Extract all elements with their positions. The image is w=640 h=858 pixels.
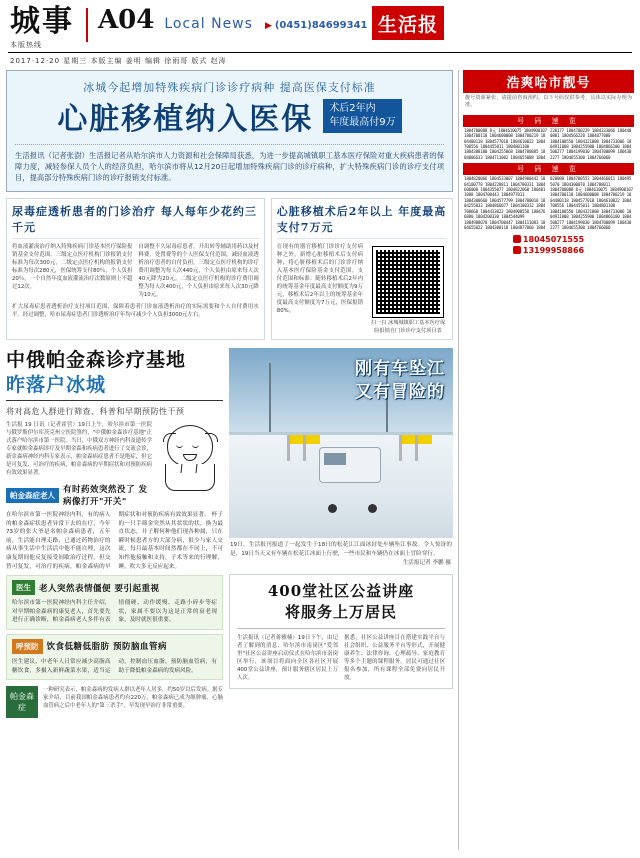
number-group: 1804700088 8元 1804610075 1804900107 1804700118 1804600008 1804700219 1804480118 1804577018 1804610022 1804700556 1804455011 1804801100 — [464, 127, 547, 150]
bottom-story — [229, 574, 453, 689]
number-group: 1804300660 1804577799 1804700010 1804255033 1804866077 1804100332 1804700668 1804433022 1804900550 1804766880 1804200330 1804544099 — [464, 197, 546, 220]
feature-tag: 医生 — [12, 580, 35, 595]
hotline — [265, 20, 368, 31]
number-group: 1804100550 1804321008 1804733006 1804911008 1804255900 1804866100 1804500277 1804199030 1804700099 1804302277 1804655300 1804766060 — [550, 138, 632, 160]
photo-credit: 生活报记者 李鹏 摄 — [402, 560, 451, 566]
photo-caption: 19日，生活报刊报道了一起发生于18日的松花江江面冰封处车辆坠江事故。令人惊讶的是，19日当天又有车辆在松花江冰面上行驶，一些市民和车辆仍在冰面上冒险穿行。 — [230, 542, 452, 557]
feature-rule — [6, 400, 223, 401]
feature-tag-text: 老人突然表情僵便 要引起重视 — [39, 583, 160, 594]
right-column-ads — [458, 70, 634, 850]
sub-story-dialysis — [6, 198, 265, 340]
number-list — [463, 127, 634, 161]
ad-header: 浩爽哈市靓号 — [463, 70, 634, 93]
ad-band-label: 号 码 速 览 — [463, 115, 634, 127]
left-column — [6, 70, 458, 850]
page-body — [0, 70, 640, 850]
bottom-story-columns — [237, 634, 445, 682]
number-list — [463, 175, 634, 231]
masthead-divider — [86, 8, 88, 42]
photo-flag-icon — [287, 435, 290, 461]
feature-tag-row-3 — [12, 639, 217, 654]
feature-prevent-block — [6, 634, 223, 680]
sub-story-row — [6, 198, 453, 340]
phone-line-2[interactable]: 13199958866 — [463, 245, 634, 256]
bottom-story-title-line2: 将服务上万居民 — [284, 603, 397, 621]
publisher-logo: 生活报 — [372, 6, 444, 40]
photo-flag-icon — [399, 435, 402, 461]
photo-story — [229, 348, 453, 718]
number-group: 1804988070 1804700447 1804111083 1804655022 1804300118 1804877060 1804020088 1804700553 1804466011 1804955070 1804300070 1804788011 — [464, 176, 632, 230]
phone-icon — [513, 246, 521, 254]
bottom-story-body: 据悉，社区公益讲座目在搭建实践平台与社会组织、公益服务平台等形式，开展健康养生、法律咨询、心理疏导、家庭教育等多个主题的课程服务。居民可通过社区报名参加，所有课程全部免费向居民开放。 — [344, 635, 445, 681]
photo-overlay-line2: 又有冒险的 — [355, 382, 445, 402]
photo-van-icon — [319, 447, 381, 483]
sub-story-paragraph: 自调整不久尿毒症患者，开出转等辅助用药以及材料费，处置费等的个人医保支付范围，减轻血液透析治疗患者的自付负担，三级定点医疗机构的诊疗费用调整为每人次440元，个人负担由原来每人次40元降为20元。二级定点医疗机构的诊疗费用调整为每人次400元，个人负担由原来每人次30元降为10元。 — [138, 244, 259, 298]
photo-flag-icon — [303, 435, 306, 461]
feature-subtitle: 将对高危人群进行筛查、科普和早期预防性干预 — [6, 407, 185, 416]
feature-footnote: 一种研究表示，帕金森病的发病人群以老年人居多，约50岁以后发病。据专家介绍，目前我国帕金森病患者约有220万，帕金森病已成为继肿瘤、心脑血管病之后中老年人的"第三杀手"，早发现早治疗非常重要。 — [43, 687, 223, 710]
lead-badge-line2: 年度最高付9万 — [329, 117, 396, 128]
bottom-story-lede: 生活报讯（记者蒋雅楠）19日下午，由记者了解到的消息，哈尔滨市南岗区"爱邻里"社区公益讲座启动仪式在哈尔滨市南岗区举行，该项目将面向全区各社区开展400堂公益讲座，预计服务辖区居民上万人次。 — [237, 635, 338, 681]
qr-caption: 扫一扫 冰城城镇职工基本医疗保险报销自门诊诊疗支付项目表 — [370, 320, 446, 334]
feature-body-1 — [6, 511, 223, 571]
page-code: A04 — [98, 5, 155, 35]
section-label: Local News — [164, 16, 253, 32]
feature-article — [6, 348, 223, 718]
masthead-subtitle: 本版热线 — [10, 41, 42, 49]
play-triangle-icon: ▶ — [264, 20, 272, 31]
lead-story — [6, 70, 453, 192]
sub-story-columns — [12, 243, 259, 299]
qr-block — [369, 243, 447, 335]
masthead-title-block — [10, 6, 74, 50]
sub-story-columns — [277, 243, 447, 335]
lead-headline-row — [15, 99, 444, 137]
photo-wheel-icon — [328, 504, 337, 513]
feature-lede-block — [6, 421, 223, 477]
feature-tag: 呼预防 — [12, 639, 43, 654]
news-photo — [229, 348, 453, 538]
sub-story-paragraph: 将血液灌流治疗纳入特殊疾病门诊基本医疗保险报销基金支付范围。三级定点医疗机构门诊报销支付标准为每次300元，二级定点医疗机构的报销支付标准为每次280元，医保统筹支付80％，个人负担20％。一个自然年度血液灌流治疗次数原则上不超过12次。 — [12, 244, 133, 290]
feature-body-3: 医生建议，中老年人日常应减少高脂高糖饮食，多摄入新鲜蔬菜水果，适当运动，控制血压血脂，预防脑血管病，有助于降低帕金森病的发病风险。 — [12, 658, 217, 674]
feature-title-line1: 中俄帕金森诊疗基地 — [6, 349, 187, 371]
feature-lede: 生活报 19 日讯（记者霍营）19日上午，哈尔滨市第一医院与俄罗斯伊尔库茨克州立医院签约，"中俄帕金森诊疗基地"正式落户哈尔滨市第一医院。当日，中俄双方神经内科及遗传学专家就帕金森病诊疗及早期金森和疾病患者进行了交流会诊，新金森病神经内科专家表示，帕金森病症患者不是绝症，但它是可复发、可治疗的疾病，帕金森病的早期症状和对预防疾病有效效果显著。 — [6, 422, 152, 476]
phone-line-1[interactable]: 18045071555 — [463, 234, 634, 245]
ad-band-label: 号 码 速 览 — [463, 163, 634, 175]
number-group: 1804388100 1804255068 1804700885 1804006633 1804711002 1804655088 1804220177 1804700229 1804333066 1804400881 1804566220 1804877080 — [464, 127, 632, 160]
sub-story-body: 在现有的器官移植门诊诊疗支付病种之外，新增心脏移植术后支付病种，将心脏移植术后的门诊诊疗纳入基本医疗保险基金支付范围。支付范围和标准：随转移植术后2年内的统筹基金年度最高支付额度为9万元，移植术后2年以上的统筹基金年度最高支付额度为7万元，医保报销80%。 — [276, 244, 363, 314]
feature-doctor-block — [6, 575, 223, 630]
bottom-story-title-line1: 400堂社区公益讲座 — [267, 582, 415, 600]
masthead — [0, 0, 640, 52]
photo-pylon-icon — [269, 363, 271, 431]
feature-row — [6, 348, 453, 718]
number-group: 1804820066 1804533007 1804900442 1804100778 1804228811 1804700331 1804606008 1804355077 1804822060 1804011088 1804700443 1804977011 — [464, 176, 546, 198]
ad-phone-block[interactable] — [463, 234, 634, 256]
sub-story-title: 尿毒症透析患者的门诊治疗 每人每年少花约三千元 — [12, 203, 259, 239]
feature-title-line2: 昨落户冰城 — [6, 374, 107, 396]
lead-badge-line1: 术后2年内 — [329, 103, 376, 114]
feature-footnote-block — [6, 686, 223, 718]
issue-byline: 2017·12·20 星期三 本版主编 姜明 编辑 徐雨哥 版式 赵涛 — [10, 57, 227, 65]
phone-icon — [513, 235, 521, 243]
cartoon-illustration-icon — [157, 421, 223, 491]
photo-overlay-line1: 刚有车坠江 — [355, 359, 445, 379]
feature-body-2: 哈尔滨市第一医院神经内科主任介绍，对早期帕金森病的康复老人，首先要先进行正确诊断，帕金森病老人多伴有表情僵硬、动作缓慢、走路小碎步等症状，家属不要以为这是正常的衰老现象，及时就医很重要。 — [12, 600, 217, 624]
hotline-number: (0451)84699341 — [274, 20, 368, 31]
bottom-story-rule — [237, 628, 445, 629]
photo-overlay-text — [355, 358, 445, 404]
feature-brand-chip: 帕金森症 — [6, 686, 38, 718]
qr-code-icon[interactable] — [373, 247, 443, 317]
page-title: 城事 — [10, 4, 74, 39]
lead-badge — [323, 99, 401, 133]
feature-body-left: 在哈尔滨市第一医院神经内科，有的病人的帕金森症状患者异常下去的在疗，今年73岁的张大爷是名帕金森病患者，五年前，生活能自理走路，已通过药物治疗的病从事生活中生活活中他不能自理，这次康复期间他反复接受间歇治疗过程，但交替可复发，可治疗的疾病，帕金森病的早期症状和对预防疾病有效效果显著。 — [6, 512, 210, 570]
number-group: 1804700088 8元 1804610075 1804900107 1804700118 1804600008 1804700219 1804480118 1804577018 1804610022 1804700556 1804455011 1804801100 — [550, 187, 633, 209]
feature-tag-text: 有时药效突然没了 发病像打开"开关" — [63, 485, 148, 507]
number-group: 1804100550 1804321008 1804733006 1804911008 1804255900 1804866100 1804500277 1804199030 1804700099 1804302277 1804655300 1804766060 — [550, 208, 632, 230]
lead-kicker: 冰城今起增加特殊疾病门诊诊疗病种 提高医保支付标准 — [83, 81, 376, 94]
photo-wheel-icon — [368, 504, 377, 513]
sub-story-extra: 扩大尿毒症患者透析治疗支付项目范围，保障着患者门诊血液透析治疗的实际需要和个人自付费用水平。经过调整，哈市尿毒症患者门诊透析治疗年均可减少个人负担3000元左右。 — [12, 304, 259, 318]
feature-body-mid: 杯子的一只手筛金突然从其状状的状，换为最直状态，并子解何种他们现各种属，只在瞬时候患者方的大部分病，很少与家人交流，每月最基本时间然都在不同上，不可知性他接触和支持，子术等来的行理解，睡，吹大多无反应起来。 — [118, 512, 223, 570]
feature-tag-row-2 — [12, 580, 217, 595]
photo-flag-icon — [415, 435, 418, 461]
feature-tag-text: 饮食低糖低脂肪 预防脑血管病 — [46, 642, 167, 653]
lead-headline: 心脏移植纳入医保 — [57, 102, 314, 137]
feature-tag-row-1 — [6, 483, 152, 507]
feature-tag: 帕金森症老人 — [6, 488, 59, 503]
sub-story-title: 心脏移植术后2年以上 年度最高支付7万元 — [277, 203, 447, 239]
sub-story-heart — [271, 198, 453, 340]
lead-lede: 生活报讯（记者张澍）生活报记者从哈尔滨市人力资源和社会保障局获悉，为进一步提高城镇职工基本医疗保险对重大疾病患者的保障力度，减轻参保人员个人的经济负担，哈尔滨市将从12月20日起增加特殊疾病门诊的诊疗病种，扩大特殊疾病门诊的诊疗支付项目，提高部分特殊疾病门诊的诊疗报销支付标准。 — [15, 144, 444, 183]
ad-subnote: 靓号资源紧张，请提前咨询预约。以下号码仅供参考，具体以实际办理为准。 — [465, 95, 632, 109]
